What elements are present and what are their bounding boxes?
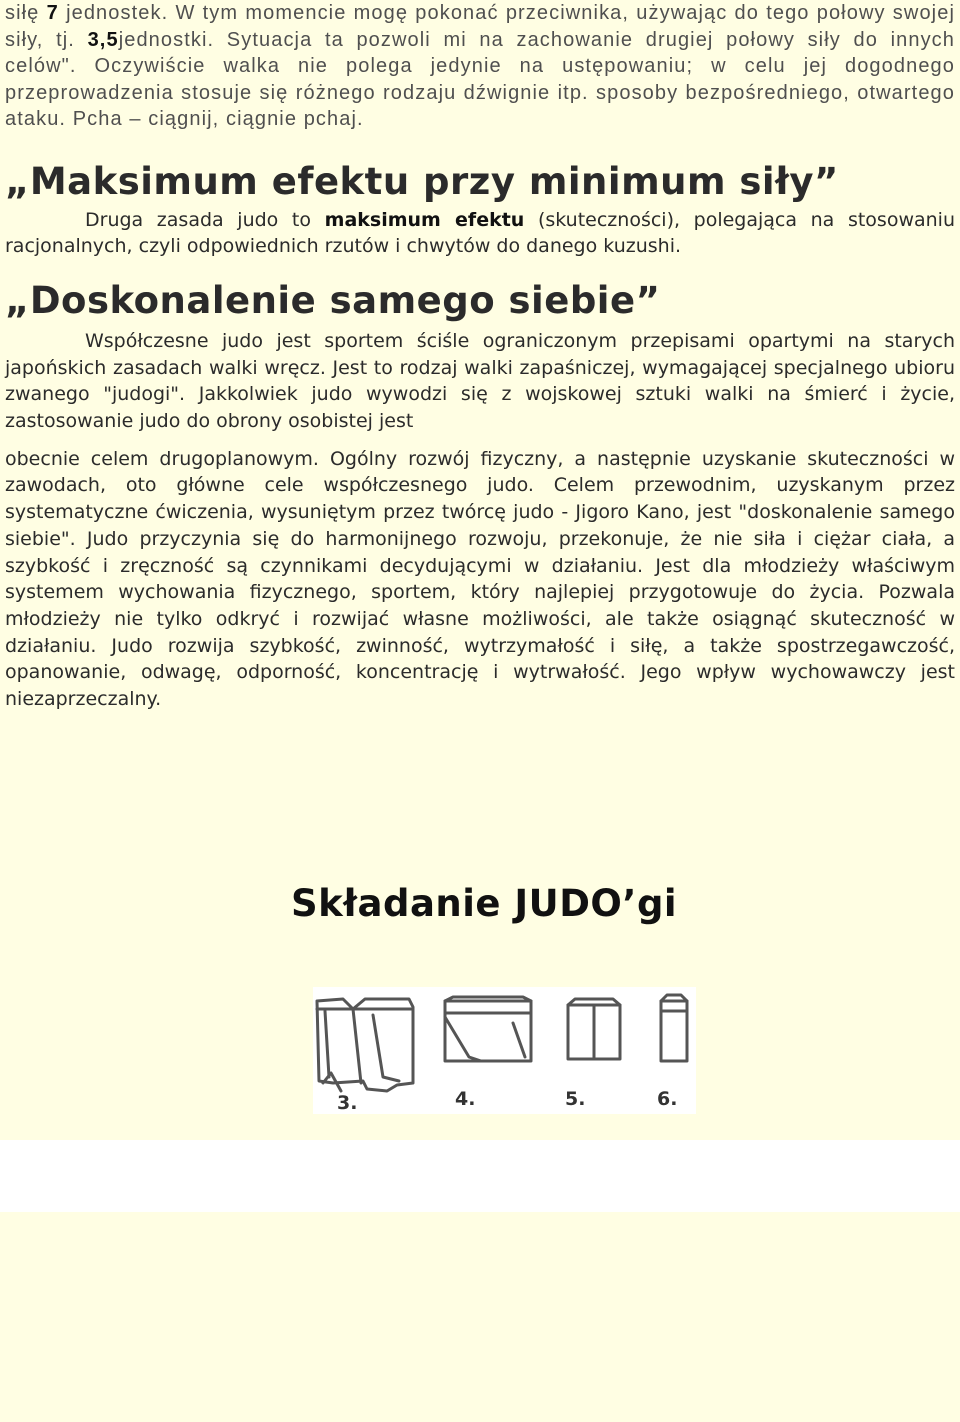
next-page-fragment [0, 1212, 960, 1422]
section-paragraph-doskonalenie: Współczesne judo jest sportem ściśle ograniczonym przepisami opartymi na starych japońskich zasadach walki wręcz. Jest to rodzaj walki zapaśniczej, wymagającej specjalnego ubioru zwanego "judogi". Jakkolwiek judo wywodzi się z wojskowej sztuki walki na śmierć i życie, zastosowanie judo do obrony osobistej jest obecnie celem drugoplanowym. Ogólny rozwój fizyczny, a następnie uzyskanie skuteczności w zawodach, oto główne cele współczesnego judo. Celem przewodnim, uzyskanym przez systematyczne ćwiczenia, wysuniętym przez twórcę judo - Jigoro Kano, jest "doskonalenie samego siebie". Judo przyczynia się do harmonijnego rozwoju, przekonuje, że nie siła i ciężar ciała, a szybkość i zręczność są czynnikami decydującymi w działaniu. Jest dla młodzieży właściwym systemem wychowania fizycznego, sportem, który najlepiej przygotowuje do życia. Pozwala młodzieży nie tylko odkryć i rozwijać własne możliwości, ale także osiągnąć skuteczność w działaniu. Judo rozwija szybkość, zwinność, wytrzymałość i siłę, a także spostrzegawczość, opanowanie, odwagę, odporność, koncentrację i wytrwałość. Jego wpływ wychowawczy jest niezaprzeczalny. [5, 329, 955, 711]
fold-step-label: 3. [337, 1092, 358, 1114]
folding-title: Składanie JUDO’gi [291, 882, 678, 925]
fold-step-6-drawing [661, 995, 687, 1061]
section-paragraph-maksimum: Druga zasada judo to maksimum efektu (skuteczności), polegająca na stosowaniu racjonalnych, czyli odpowiednich rzutów i chwytów do danego kuzushi. [5, 208, 955, 258]
fold-step-label: 5. [565, 1088, 586, 1110]
fold-step-label: 6. [657, 1088, 678, 1110]
fold-step-label: 4. [455, 1088, 476, 1110]
section-heading-maksimum: „Maksimum efektu przy minimum siły” [5, 159, 839, 203]
judogi-folding-figure [313, 987, 696, 1114]
fold-step-5-drawing [568, 999, 620, 1059]
fold-step-4-drawing [445, 997, 531, 1061]
section-heading-doskonalenie: „Doskonalenie samego siebie” [5, 278, 661, 322]
intro-paragraph: siłę 7 jednostek. W tym momencie mogę pokonać przeciwnika, używając do tego połowy swojej siły, tj. 3,5jednostki. Sytuacja ta pozwoli mi na zachowanie drugiej połowy siły do innych celów". Oczywiście walka nie polega jedynie na ustępowaniu; w celu jej dogodnego przeprowadzenia stosuje się różnego rodzaju dźwignie itp. sposoby bezpośredniego, otwartego ataku. Pcha – ciągnij, ciągnie pchaj. [5, 2, 955, 130]
fold-step-3-drawing [317, 999, 413, 1091]
